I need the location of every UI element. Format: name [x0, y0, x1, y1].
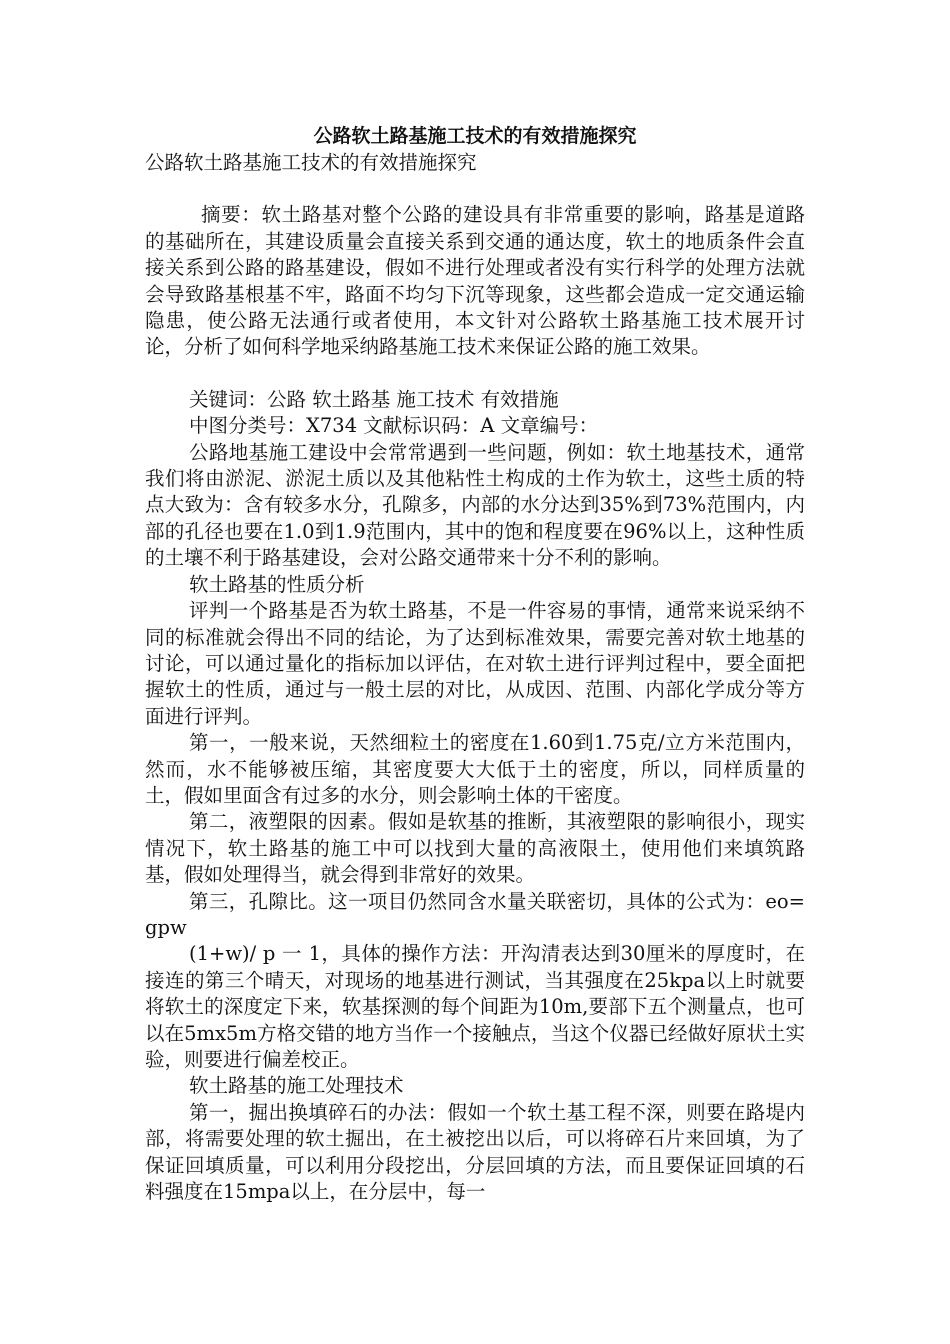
document-subtitle: 公路软土路基施工技术的有效措施探究 [145, 151, 477, 174]
body-paragraph: 第一，一般来说，天然细粒土的密度在1.60到1.75克/立方米范围内，然而，水不能够被压缩，其密度要大大低于土的密度，所以，同样质量的土，假如里面含有过多的水分，则会影响土体的干密度。 [145, 731, 805, 807]
body-paragraph: (1+w)/ p 一 1，具体的操作方法：开沟清表达到30厘米的厚度时，在接连的第三个晴天，对现场的地基进行测试，当其强度在25kpa以上时就要将软土的深度定下来，软基探测的每个间距为10m,要部下五个测量点，也可以在5mx5m方格交错的地方当作一个接触点，当这个仪器已经做好原状土实验，则要进行偏差校正。 [145, 942, 805, 1071]
section-heading: 软土路基的性质分析 [189, 572, 365, 596]
classification-line: 中图分类号：X734 文献标识码：A 文章编号： [189, 414, 599, 438]
spacer [145, 176, 805, 202]
document-title: 公路软土路基施工技术的有效措施探究 [313, 125, 637, 147]
body-paragraph: 评判一个路基是否为软土路基，不是一件容易的事情，通常来说采纳不同的标准就会得出不同的结论，为了达到标准效果，需要完善对软土地基的讨论，可以通过量化的指标加以评估，在对软土进行评判过程中，要全面把握软土的性质，通过与一般土层的对比，从成因、范围、内部化学成分等方面进行评判。 [145, 599, 805, 728]
spacer [145, 361, 805, 387]
keywords-line: 关键词：公路 软土路基 施工技术 有效措施 [189, 387, 559, 411]
body-paragraph: 第一，掘出换填碎石的办法：假如一个软土基工程不深，则要在路堤内部，将需要处理的软土掘出，在土被挖出以后，可以将碎石片来回填，为了保证回填质量，可以利用分段挖出，分层回填的方法，而且要保证回填的石料强度在15mpa以上，在分层中，每一 [145, 1100, 805, 1204]
abstract-paragraph: 摘要：软土路基对整个公路的建设具有非常重要的影响，路基是道路的基础所在，其建设质量会直接关系到交通的通达度，软土的地质条件会直接关系到公路的路基建设，假如不进行处理或者没有实行科学的处理方法就会导致路基根基不牢，路面不均匀下沉等现象，这些都会造成一定交通运输隐患，使公路无法通行或者使用，本文针对公路软土路基施工技术展开讨论，分析了如何科学地采纳路基施工技术来保证公路的施工效果。 [145, 203, 805, 359]
body-paragraph: 第三，孔隙比。这一项目仍然同含水量关联密切，具体的公式为：eo=gpw [145, 889, 805, 939]
intro-paragraph: 公路地基施工建设中会常常遇到一些问题，例如：软土地基技术，通常我们将由淤泥、淤泥土质以及其他粘性土构成的土作为软土，这些土质的特点大致为：含有较多水分，孔隙多，内部的水分达到35%到73%范围内，内部的孔径也要在1.0到1.9范围内，其中的饱和程度要在96%以上，这种性质的土壤不利于路基建设，会对公路交通带来十分不利的影响。 [145, 440, 805, 570]
document-page [145, 122, 805, 1205]
body-paragraph: 第二，液塑限的因素。假如是软基的推断，其液塑限的影响很小，现实情况下，软土路基的施工中可以找到大量的高液限土，使用他们来填筑路基，假如处理得当，就会得到非常好的效果。 [145, 810, 805, 887]
section-heading: 软土路基的施工处理技术 [189, 1074, 404, 1098]
